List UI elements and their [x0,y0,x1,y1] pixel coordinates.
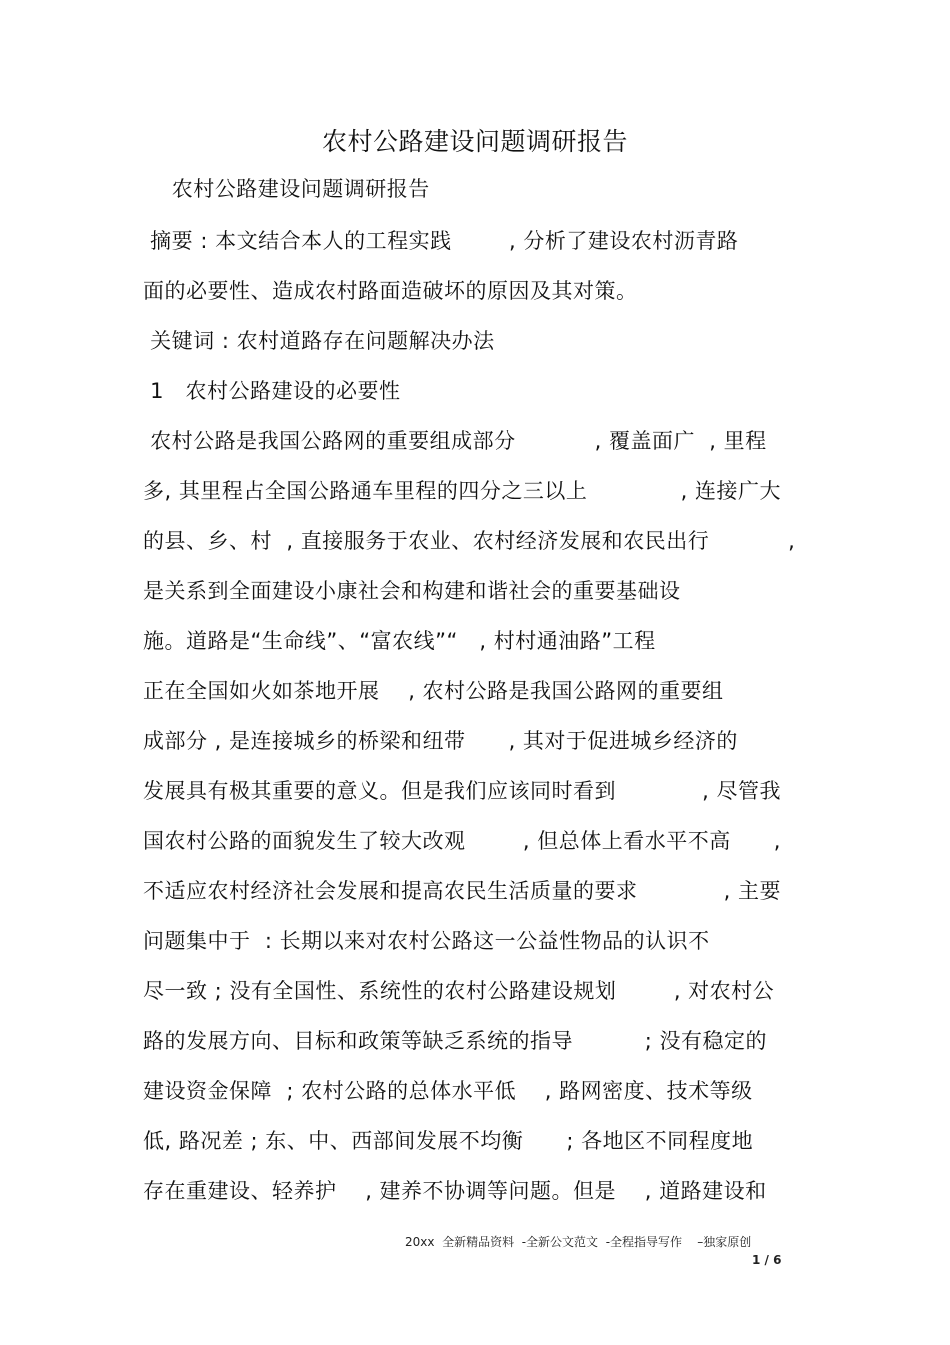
body-line: 尽一致 ; 没有全国性、系统性的农村公路建设规划 , 对农村公 [143,979,775,1003]
body-line: 发展具有极其重要的意义。但是我们应该同时看到 , 尽管我 [143,779,781,803]
page-number: 1 / 6 [752,1253,782,1267]
body-line: 是关系到全面建设小康社会和构建和谐社会的重要基础设 [143,579,681,603]
body-line: 正在全国如火如茶地开展 , 农村公路是我国公路网的重要组 [143,679,724,703]
body-line: 低, 路况差 ; 东、中、西部间发展不均衡 ; 各地区不同程度地 [143,1129,754,1153]
keywords-line: 关键词 : 农村道路存在问题解决办法 [143,329,495,353]
body-line: 建设资金保障 ; 农村公路的总体水平低 , 路网密度、技术等级 [143,1079,753,1103]
body-line: 的县、乡、村 , 直接服务于农业、农村经济发展和农民出行 , [143,529,796,553]
body-line: 存在重建设、轻养护 , 建养不协调等问题。但是 , 道路建设和 [143,1179,767,1203]
document-title: 农村公路建设问题调研报告 [321,127,628,156]
body-line: 农村公路是我国公路网的重要组成部分 , 覆盖面广 , 里程 [143,429,767,453]
body-line: 不适应农村经济社会发展和提高农民生活质量的要求 , 主要 [143,879,781,903]
body-line: 问题集中于 : 长期以来对农村公路这一公益性物品的认识不 [143,929,710,953]
subtitle-line: 农村公路建设问题调研报告 [143,177,430,201]
body-line: 成部分 , 是连接城乡的桥梁和纽带 , 其对于促进城乡经济的 [143,729,738,753]
body-line: 国农村公路的面貌发生了较大改观 , 但总体上看水平不高 , [143,829,781,853]
body-line: 路的发展方向、目标和政策等缺乏系统的指导 ; 没有稳定的 [143,1029,768,1053]
body-line: 多, 其里程占全国公路通车里程的四分之三以上 , 连接广大 [143,479,781,503]
footer-text: 20xx 全新精品资料 -全新公文范文 -全程指导写作 –独家原创 [405,1235,752,1249]
abstract-line-2: 面的必要性、造成农村路面造破坏的原因及其对策。 [143,279,638,303]
abstract-line-1: 摘要 : 本文结合本人的工程实践 , 分析了建设农村沥青路 [143,229,739,253]
section-heading: 1 农村公路建设的必要性 [143,379,401,403]
body-line: 施。道路是“生命线”、“富农线”“ , 村村通油路”工程 [143,629,656,653]
